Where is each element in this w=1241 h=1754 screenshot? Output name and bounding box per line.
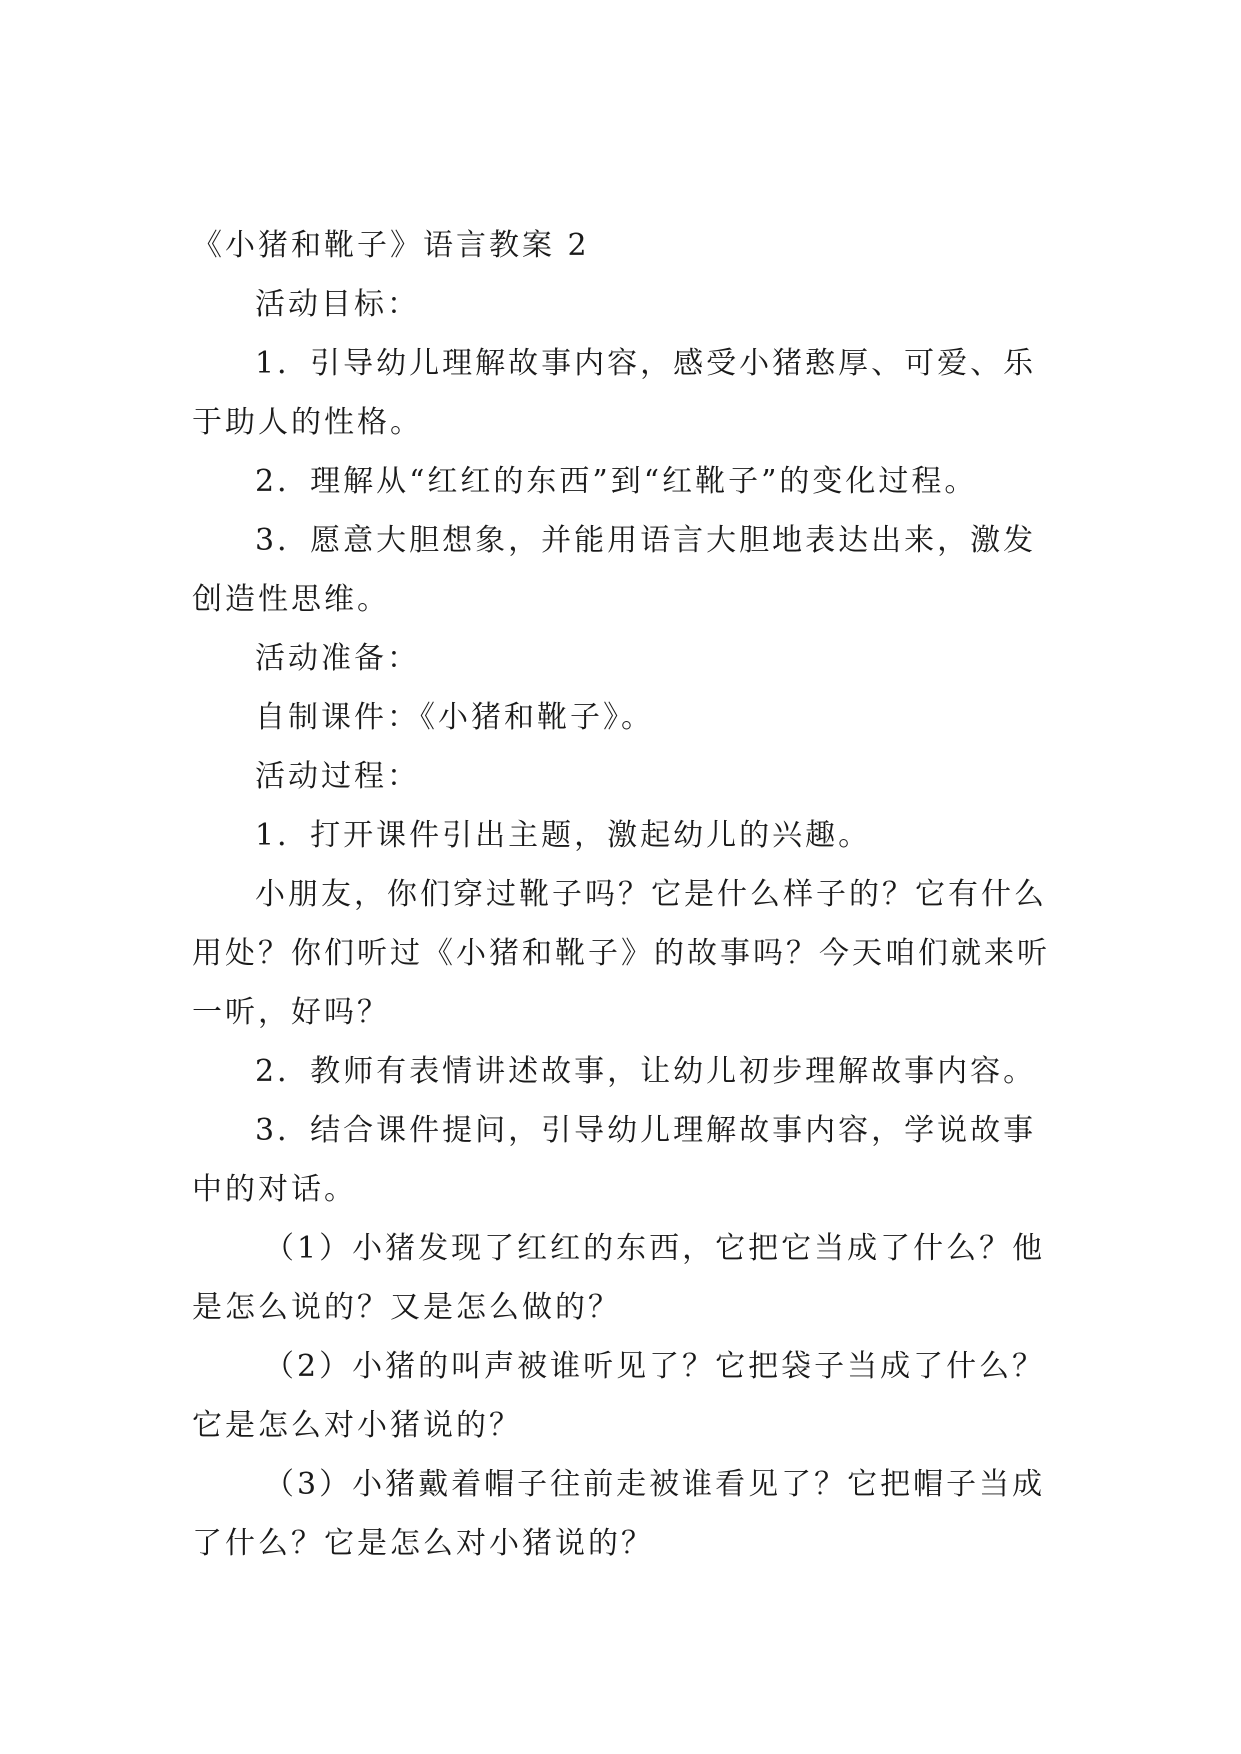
paragraph-line: 3．结合课件提问，引导幼儿理解故事内容，学说故事 bbox=[255, 1113, 1037, 1148]
paragraph-line: 自制课件：《小猪和靴子》。 bbox=[255, 700, 654, 735]
paragraph-line: 1．打开课件引出主题，激起幼儿的兴趣。 bbox=[255, 818, 872, 853]
question-line: （3）小猪戴着帽子往前走被谁看见了？它把帽子当成 bbox=[264, 1467, 1046, 1502]
document-title: 《小猪和靴子》语言教案 2 bbox=[192, 228, 590, 263]
paragraph-line: 3．愿意大胆想象，并能用语言大胆地表达出来，激发 bbox=[255, 523, 1037, 558]
paragraph-line: 中的对话。 bbox=[192, 1172, 357, 1207]
paragraph-line: 2．教师有表情讲述故事，让幼儿初步理解故事内容。 bbox=[255, 1054, 1037, 1089]
paragraph-line: 于助人的性格。 bbox=[192, 405, 423, 440]
paragraph-line: 2．理解从“红红的东西”到“红靴子”的变化过程。 bbox=[255, 464, 978, 499]
section-heading-process: 活动过程： bbox=[255, 759, 420, 794]
paragraph-line: 一听，好吗？ bbox=[192, 995, 390, 1030]
paragraph-line: 1．引导幼儿理解故事内容，感受小猪憨厚、可爱、乐 bbox=[255, 346, 1037, 381]
question-line: 了什么？它是怎么对小猪说的？ bbox=[192, 1526, 654, 1561]
document-body bbox=[192, 216, 1052, 1573]
question-line: 是怎么说的？又是怎么做的？ bbox=[192, 1290, 621, 1325]
question-line: （2）小猪的叫声被谁听见了？它把袋子当成了什么？ bbox=[264, 1349, 1046, 1384]
question-line: （1）小猪发现了红红的东西，它把它当成了什么？他 bbox=[264, 1231, 1046, 1266]
paragraph-line: 创造性思维。 bbox=[192, 582, 390, 617]
paragraph-line: 用处？你们听过《小猪和靴子》的故事吗？今天咱们就来听 bbox=[192, 936, 1050, 971]
section-heading-goals: 活动目标： bbox=[255, 287, 420, 322]
paragraph-line: 小朋友，你们穿过靴子吗？它是什么样子的？它有什么 bbox=[255, 877, 1047, 912]
section-heading-preparation: 活动准备： bbox=[255, 641, 420, 676]
question-line: 它是怎么对小猪说的？ bbox=[192, 1408, 522, 1443]
